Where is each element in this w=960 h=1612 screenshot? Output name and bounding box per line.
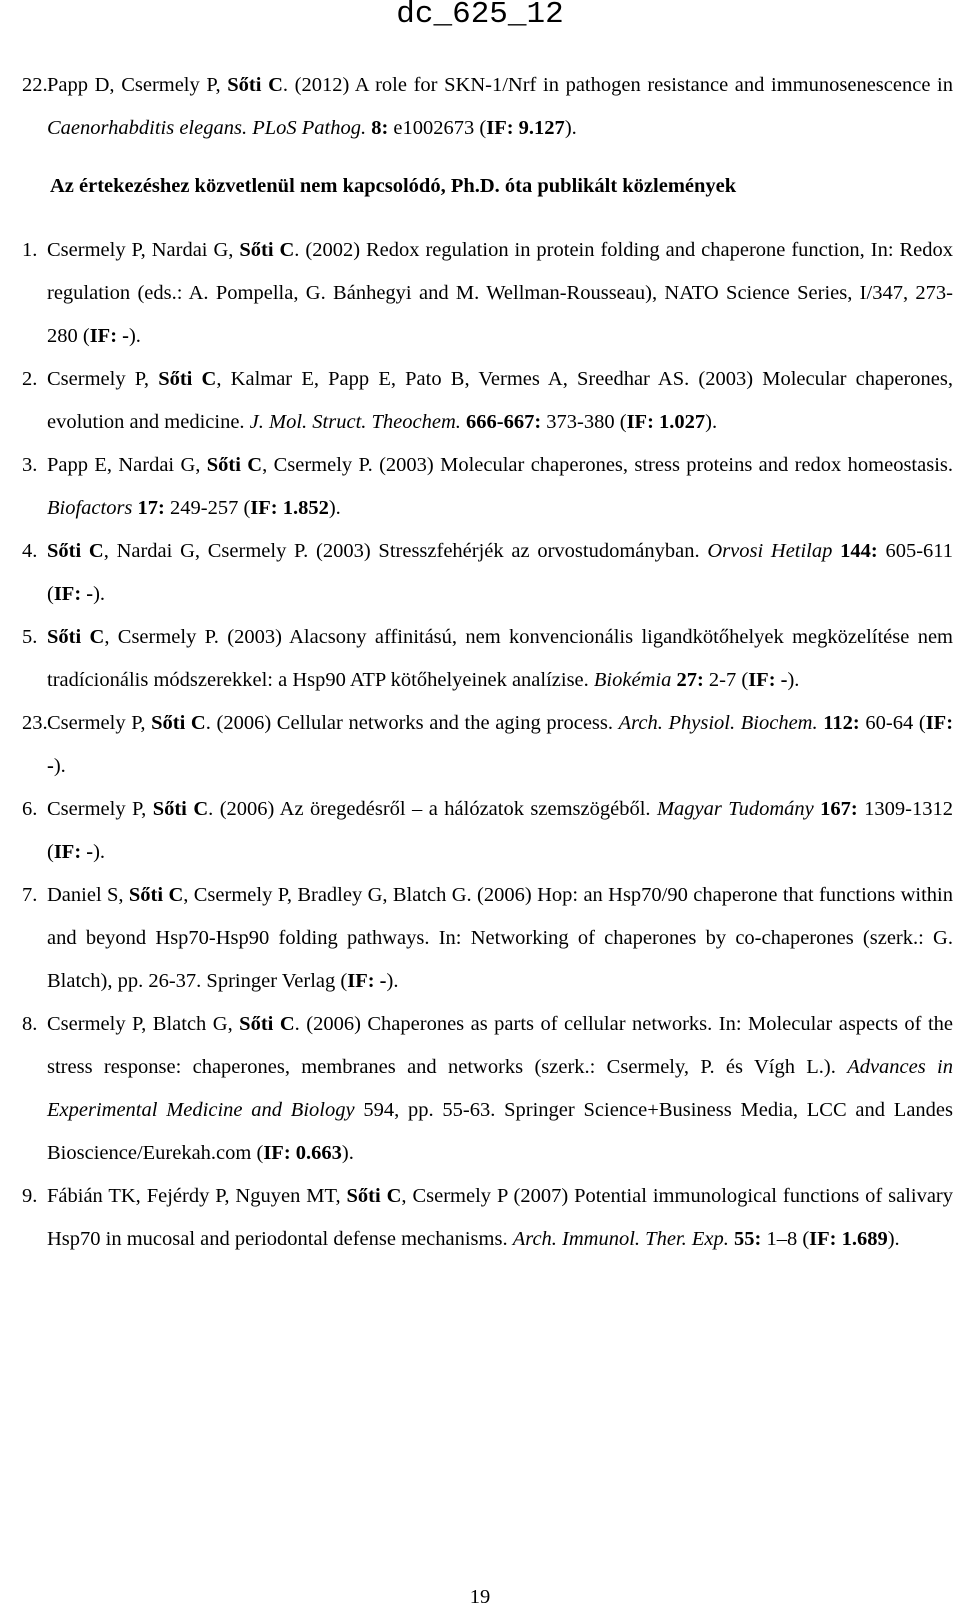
reference-number: 1. [22,239,38,261]
text-fragment: 2-7 ( [703,669,749,691]
text-fragment: . (2006) Chaperones as parts of cellular networks. In: Molecular aspects of the stress response: chaperones, membranes and networks (szerk.: Csermely, P. és Vígh L.). [47,1013,953,1078]
bold-fragment: 112: [823,712,860,734]
text-fragment: . (2012) A role for SKN-1/Nrf in pathogen resistance and immunosenescence in [282,74,953,96]
reference-item [22,1175,960,1261]
reference-item [22,702,960,788]
bold-fragment: 8: [371,117,389,139]
text-fragment: 249-257 ( [164,497,251,519]
text-fragment: , Nardai G, Csermely P. (2003) Stresszfehérjék az orvostudományban. [103,540,708,562]
text-fragment: Daniel S, [47,884,129,906]
bold-fragment: IF: - [53,841,94,863]
text-fragment: Csermely P, Blatch G, [47,1013,240,1035]
bold-fragment: 167: [820,798,858,820]
italic-fragment: Magyar Tudomány [656,798,814,820]
reference-list [22,64,960,1261]
reference-text [47,874,953,1003]
reference-text [47,1175,953,1261]
reference-number: 6. [22,798,38,820]
bold-fragment: IF: 1.852 [250,497,329,519]
bold-fragment: IF: - [347,970,387,992]
text-fragment: ). [705,411,718,433]
text-fragment: 594, pp. 55-63. Springer Science+Business Media, LCC and Landes Bioscience/Eurekah.com ( [47,1099,953,1164]
italic-fragment: Arch. Physiol. Biochem. [618,712,818,734]
italic-fragment: Orvosi Hetilap [707,540,833,562]
reference-number: 4. [22,540,38,562]
text-fragment: e1002673 ( [388,117,487,139]
reference-item [22,616,960,702]
bold-fragment: 144: [840,540,878,562]
reference-text [47,444,953,530]
bold-fragment: IF: 1.027 [626,411,706,433]
bold-fragment: Sőti C [346,1185,402,1207]
text-fragment: Papp E, Nardai G, [47,454,207,476]
reference-number: 5. [22,626,38,648]
bold-fragment: Sőti C [151,712,206,734]
reference-text [47,702,953,788]
text-fragment: ). [128,325,141,347]
text-fragment [832,540,840,562]
text-fragment: . (2006) Cellular networks and the aging process. [205,712,619,734]
document-header-code: dc_625_12 [396,0,564,32]
text-fragment: 1309-1312 ( [47,798,953,863]
text-fragment: ). [328,497,341,519]
reference-item [22,788,960,874]
text-fragment: , Csermely P (2007) Potential immunological functions of salivary Hsp70 in mucosal and periodontal defense mechanisms. [47,1185,953,1250]
text-fragment: ). [787,669,800,691]
text-fragment: , Csermely P. (2003) Molecular chaperones, stress proteins and redox homeostasis. [262,454,954,476]
bold-fragment: 55: [734,1228,762,1250]
reference-item [22,530,960,616]
text-fragment: 605-611 ( [47,540,954,605]
text-fragment: ). [564,117,577,139]
text-fragment: Csermely P, [47,368,159,390]
page-number: 19 [469,1586,491,1608]
reference-number: 8. [22,1013,38,1035]
reference-item [22,229,960,358]
text-fragment: ). [887,1228,900,1250]
text-fragment: 60-64 ( [859,712,926,734]
bold-fragment: Sőti C [47,626,105,648]
text-fragment: , Kalmar E, Papp E, Pato B, Vermes A, Sreedhar AS. (2003) Molecular chaperones, evolution and medicine. [47,368,954,433]
bold-fragment: Sőti C [239,1013,295,1035]
bold-fragment: Sőti C [227,74,283,96]
section-heading: Az értekezéshez közvetlenül nem kapcsolódó, Ph.D. óta publikált közlemények [50,175,737,197]
reference-text [47,530,953,616]
italic-fragment: Advances in Experimental Medicine and Biology [47,1056,953,1121]
reference-text [47,64,953,150]
reference-item [22,64,960,150]
text-fragment: ). [93,841,106,863]
italic-fragment: Biokémia [593,669,672,691]
text-fragment: Papp D, Csermely P, [47,74,228,96]
bold-fragment: Sőti C [158,368,217,390]
text-fragment: . (2002) Redox regulation in protein folding and chaperone function, In: Redox regulation (eds.: A. Pompella, G. Bánhegyi and M. Wellman-Rousseau), NATO Science Series, I/347, 273-280 ( [47,239,954,347]
bold-fragment: 17: [137,497,165,519]
bold-fragment: Sőti C [47,540,104,562]
reference-text [47,358,953,444]
reference-text [47,788,953,874]
reference-item [22,1003,960,1175]
bold-fragment: 27: [676,669,704,691]
bold-fragment: Sőti C [128,884,184,906]
reference-item [22,444,960,530]
text-fragment: Csermely P, [47,798,153,820]
bold-fragment: IF: - [748,669,788,691]
bold-fragment: Sőti C [239,239,295,261]
text-fragment: ). [93,583,106,605]
italic-fragment: Arch. Immunol. Ther. Exp. [512,1228,729,1250]
text-fragment: ). [341,1142,354,1164]
text-fragment: , Csermely P, Bradley G, Blatch G. (2006) Hop: an Hsp70/90 chaperone that functions within and beyond Hsp70-Hsp90 folding pathways. In: Networking of chaperones by co-chaperones (szerk.: G. Blatch), pp. 26-37. Springer Verlag ( [47,884,954,992]
italic-fragment: Biofactors [47,497,133,519]
bold-fragment: IF: - [53,583,94,605]
text-fragment: Fábián TK, Fejérdy P, Nguyen MT, [47,1185,347,1207]
bold-fragment: IF: 9.127 [486,117,565,139]
reference-number: 7. [22,884,38,906]
bold-fragment: Sőti C [152,798,209,820]
text-fragment: . (2006) Az öregedésről – a hálózatok szemszögéből. [208,798,657,820]
reference-item [22,358,960,444]
reference-text [47,616,953,702]
italic-fragment: J. Mol. Struct. Theochem. [249,411,461,433]
text-fragment: ). [386,970,399,992]
reference-number: 2. [22,368,38,390]
reference-number: 9. [22,1185,38,1207]
reference-text [47,1003,953,1175]
bold-fragment: 666-667: [466,411,542,433]
reference-text [47,229,953,358]
text-fragment: , Csermely P. (2003) Alacsony affinitású, nem konvencionális ligandkötőhelyek megközelítése nem tradícionális módszerekkel: a Hsp90 ATP kötőhelyeinek analízise. [47,626,953,691]
bold-fragment: IF: - [47,712,954,777]
reference-number: 22. [22,74,48,96]
text-fragment: ). [53,755,66,777]
italic-fragment: Caenorhabditis elegans. PLoS Pathog. [47,117,367,139]
bold-fragment: IF: 0.663 [263,1142,342,1164]
bold-fragment: Sőti C [206,454,263,476]
bold-fragment: IF: 1.689 [809,1228,888,1250]
reference-item [22,874,960,1003]
reference-number: 3. [22,454,38,476]
reference-group-main [22,229,960,1261]
bold-fragment: IF: - [89,325,129,347]
reference-number: 23. [22,712,48,734]
text-fragment: 1–8 ( [761,1228,810,1250]
text-fragment: 373-380 ( [541,411,627,433]
text-fragment: Csermely P, Nardai G, [47,239,240,261]
text-fragment: Csermely P, [47,712,152,734]
reference-group-top [22,64,960,150]
